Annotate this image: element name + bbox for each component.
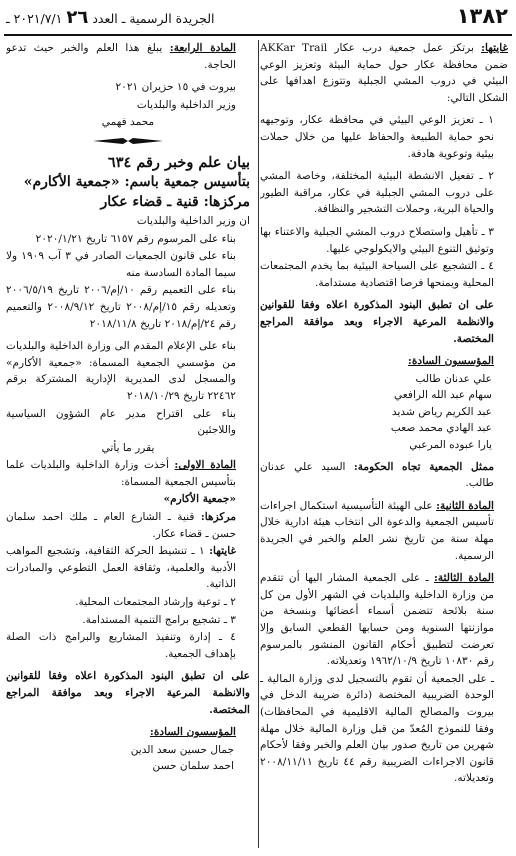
column-divider bbox=[258, 40, 259, 848]
article-3-label: المادة الثالثة: bbox=[433, 572, 494, 585]
goal-item: ٣ ـ تشجيع برامج التنمية المستدامة. bbox=[82, 613, 236, 626]
page-header bbox=[0, 0, 516, 34]
legal-basis: بناء على المرسوم رقم ٦١٥٧ تاريخ ٢٠٢٠/١/٢١ bbox=[35, 232, 236, 245]
goals-paragraph bbox=[260, 40, 508, 106]
article-3-tax: ـ على الجمعية أن تقوم بالتسجيل لدى وزارة المالية ـ الوحدة الضريبية المختصة (دائرة ضريبة الدخل في بيروت والمصالح المالية الاقليمية في المحافظات) وفقا للنموذج المُعدّ من قبل وزارة المالية خلال مهلة شهرين من تاريخ صدور بيان العلم والخبر وفقا لأحكام قانون الاجراءات الضريبية رقم ٤٤ تاريخ ٢٠٠٨/١١/١١ وتعديلاته. bbox=[260, 672, 494, 785]
center-label: مركزها: bbox=[200, 511, 236, 524]
publication-title bbox=[6, 7, 215, 28]
notice-title: بيان علم وخبر رقم ٦٣٤ bbox=[107, 153, 250, 171]
article-4-label: المادة الرابعة: bbox=[169, 42, 236, 54]
founder-name: علي عدنان طالب bbox=[415, 372, 492, 385]
founders-label: المؤسسون السادة: bbox=[407, 355, 494, 368]
founder-name: عبد الهادي محمد صعب bbox=[390, 422, 492, 435]
article-3-text: ـ على الجمعية المشار اليها أن تتقدم من وزارة الداخلية والبلديات في الشهر الأول من كل سنة بلائحة تتضمن أسماء أعضائها وبنسخة من موازنتها السنوية ومن حسابها القطعي السابق وإلا تعرضت لتطبيق أحكام القانون المنشور بالمرسوم رقم ١٠٨٣٠ تاريخ ١٩٦٢/١٠/٩ وتعديلاته. bbox=[260, 572, 494, 668]
founder-name: عبد الكريم رياض شديد bbox=[391, 405, 492, 418]
notice-center: مركزها: قنية ـ قضاء عكار bbox=[100, 193, 250, 210]
right-column bbox=[260, 40, 508, 850]
issue-number: ٢٦ bbox=[66, 7, 89, 28]
legal-basis: بناء على الإعلام المقدم الى وزارة الداخلية والبلديات من مؤسسي الجمعية المسماة: «جمعية الأكارم» والمسجل لدى المديرية الإدارية المشتركة برقم ٢٢٤٦٢ تاريخ ٢٠١٨/١٠/٢٩ bbox=[6, 340, 236, 402]
goal-item: ١ ـ تنشيط الحركة الثقافية، وتشجيع المواهب الأدبية والعلمية، وثقافة العمل التطوعي والمبادرات الذاتية. bbox=[6, 545, 236, 591]
section-separator bbox=[6, 133, 250, 149]
founder-name: سهام عبد الله الرافعي bbox=[393, 389, 492, 402]
goal-item: ٤ ـ التشجيع على السياحة البيئية بما يخدم المجتمعات المحلية ويمنحها فرصا اقتصادية مستدامة. bbox=[260, 260, 494, 289]
legal-basis: بناء على قانون الجمعيات الصادر في ٣ آب ١٩٠٩ ولا سيما المادة السادسة منه bbox=[6, 250, 237, 279]
founders-label: المؤسسون السادة: bbox=[149, 726, 236, 739]
minister-name: محمد فهمي bbox=[101, 116, 155, 129]
goal-item: ٢ ـ توعية وإرشاد المجتمعات المحلية. bbox=[75, 596, 236, 609]
association-center bbox=[6, 509, 250, 542]
goals-label: غايتها: bbox=[481, 42, 508, 54]
representative-name: السيد علي عدنان طالب. bbox=[260, 460, 494, 490]
article-4-text: يبلغ هذا العلم والخبر حيث تدعو الحاجة. bbox=[6, 42, 236, 71]
minister-title: وزير الداخلية والبلديات bbox=[136, 98, 236, 111]
article-1 bbox=[6, 457, 250, 490]
representative-label: ممثل الجمعية تجاه الحكومة: bbox=[353, 460, 494, 473]
article-4 bbox=[6, 40, 250, 73]
header-rule bbox=[4, 34, 512, 36]
article-2 bbox=[260, 498, 508, 564]
goal-item: ٢ ـ تفعيل الانشطة البيئية المختلفة، وخاصة المشي على دروب المشي الجبلية في عكار، مراقبة الطيور والحياة البرية، وحملات التشجير والنظافة. bbox=[260, 170, 494, 216]
goal-item: ٣ ـ تأهيل واستصلاح دروب المشي الجبلية والاعتناء بها وتوثيق التنوع البيئي والايكولوجي عليها. bbox=[260, 225, 494, 255]
legal-clause: على ان تطبق البنود المذكورة اعلاه وفقا للقوانين والانظمة المرعية الاجراء وبعد موافقة المراجع المختصة. bbox=[6, 670, 250, 716]
association-goals bbox=[6, 543, 250, 593]
publication-name: الجريدة الرسمية ـ العدد bbox=[92, 11, 215, 26]
founder-name: جمال حسين سعد الدين bbox=[130, 743, 234, 756]
article-1-label: المادة الاولى: bbox=[174, 459, 236, 472]
founders-list bbox=[260, 371, 508, 454]
legal-clause: على ان تطبق البنود المذكورة اعلاه وفقا للقوانين والانظمة المرعية الاجراء وبعد موافقة المراجع المختصة. bbox=[260, 299, 494, 345]
goals-label: غايتها: bbox=[209, 545, 236, 558]
founder-name: احمد سلمان حسن bbox=[152, 760, 234, 773]
association-name: «جمعية الأكارم» bbox=[163, 493, 236, 506]
article-2-text: على الهيئة التأسيسية استكمال اجراءات تأسيس الجمعية والدعوة الى انتخاب هيئة ادارية خلال مهلة سنة من تاريخ نشر العلم والخبر في الجريدة الرسمية. bbox=[260, 499, 494, 562]
article-1-text: أخذت وزارة الداخلية والبلديات علما بتأسيس الجمعية المسماة: bbox=[6, 459, 236, 488]
legal-basis: بناء على اقتراح مدير عام الشؤون السياسية واللاجئين bbox=[6, 407, 236, 437]
decision-line: يقرر ما يأتي bbox=[101, 441, 155, 454]
article-3 bbox=[260, 570, 508, 670]
place-date: بيروت في ١٥ حزيران ٢٠٢١ bbox=[115, 81, 236, 94]
page-number: ١٣٨٢ bbox=[456, 4, 508, 28]
founders-list bbox=[6, 742, 250, 775]
founder-name: يارا عبوده المرعبي bbox=[409, 439, 492, 452]
intro-line: ان وزير الداخلية والبلديات bbox=[136, 214, 250, 227]
notice-subtitle: بتأسيس جمعية باسم: «جمعية الأكارم» bbox=[23, 173, 250, 190]
article-2-label: المادة الثانية: bbox=[436, 499, 494, 512]
center-text: قنية ـ الشارع العام ـ ملك احمد سلمان حسن ـ قضاء عكار. bbox=[6, 511, 236, 540]
issue-date: ٢٠٢١/٧/١ ـ bbox=[6, 11, 63, 26]
legal-basis: بناء على التعميم رقم ١٠/إم/٢٠٠٦ تاريخ ٢٠٠٦/٥/١٩ وتعديله رقم ١٥/إم/٢٠٠٨ تاريخ ٢٠٠٨/٩/١٢ والتعميم رقم ٢٤/إم/٢٠١٨ تاريخ ٢٠١٨/١١/٨ bbox=[6, 284, 236, 330]
representative bbox=[260, 459, 508, 492]
left-column bbox=[6, 40, 250, 850]
goals-intro: برتكز عمل جمعية درب عكار AKKar Trail ضمن محافظة عكار حول حماية البيئة وتعزيز الوعي البيئي في دروب المشي الجبلية وتتوزع اهدافها على الشكل التالي: bbox=[260, 42, 508, 104]
goal-item: ١ ـ تعزيز الوعي البيئي في محافظة عكار، وتوجيهه نحو حماية الطبيعة والحفاظ عليها من خلال حملات بيئية وتوعوية هادفة. bbox=[260, 114, 494, 160]
goal-item: ٤ ـ إدارة وتنفيذ المشاريع والبرامج ذات الصلة بإهداف الجمعية. bbox=[6, 631, 236, 660]
